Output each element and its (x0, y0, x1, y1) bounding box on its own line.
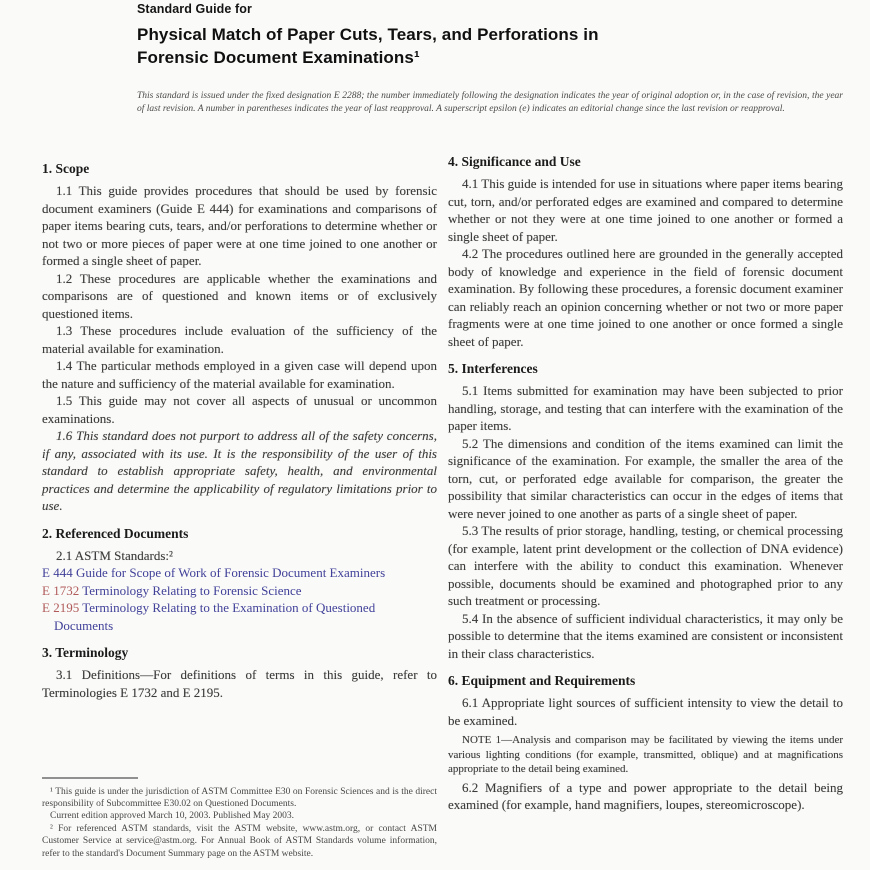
title-block (137, 2, 843, 116)
paragraph: 4.1 This guide is intended for use in situations where paper items bearing cut, torn, and/or perforated edges are examined and compared to determine whether or not they were at one time joined to one another or formed a single sheet of paper. (448, 176, 843, 244)
section-heading: 6. Equipment and Requirements (448, 673, 636, 688)
section-heading: 2. Referenced Documents (42, 525, 189, 541)
standard-link-title[interactable]: Terminology Relating to the Examination of Questioned Documents (54, 600, 376, 633)
paragraph: 5.2 The dimensions and condition of the items examined can limit the significance of the examination. For example, the smaller the area of the torn, cut, or perforated edge available for comparison, the greater the possibility that similar characteristics can occur in the edges of items that were never joined to one another as parts of a single sheet of paper. (448, 435, 843, 521)
paragraph: 1.4 The particular methods employed in a given case will depend upon the nature and sufficiency of the material available for examination. (42, 358, 437, 391)
issuance-note: This standard is issued under the fixed designation E 2288; the number immediately following the designation indicates the year of original adoption or, in the case of revision, the year of last revision. A number in parentheses indicates the year of last reapproval. A superscript epsilon (e) indicates an editorial change since the last revision or reapproval. (137, 91, 843, 114)
section (448, 360, 843, 662)
section (448, 153, 843, 350)
standard-link[interactable] (42, 599, 437, 634)
paragraph: 6.1 Appropriate light sources of sufficient intensity to view the detail to be examined. (448, 695, 843, 728)
paragraph: 5.1 Items submitted for examination may have been subjected to prior handling, storage, and testing that can interfere with the examination of the paper items. (448, 383, 843, 433)
footnote-edition: Current edition approved March 10, 2003. Published May 2003. (50, 811, 295, 822)
paragraph: 1.3 These procedures include evaluation of the sufficiency of the material available for examination. (42, 323, 437, 356)
paragraph: 2.1 ASTM Standards:² (56, 547, 173, 563)
left-column (42, 150, 437, 870)
standard-link-title[interactable]: Guide for Scope of Work of Forensic Document Examiners (72, 565, 386, 580)
standard-link[interactable] (42, 564, 437, 582)
paragraph: 4.2 The procedures outlined here are grounded in the generally accepted body of knowledge and experience in the field of forensic document examination. By following these procedures, a forensic document examiner can reliably reach an opinion concerning whether or not two or more paper fragments were at one time joined to one another or once formed a single sheet of paper. (448, 246, 843, 349)
paragraph: 3.1 Definitions—For definitions of terms in this guide, refer to Terminologies E 1732 and E 2195. (42, 667, 437, 700)
paragraph: 1.1 This guide provides procedures that should be used by forensic document examiners (Guide E 444) for examinations and comparisons of paper items bearing cuts, tears, and/or perforations to determine whether or not two or more pieces of paper were at one time joined to one another or formed a single sheet of paper. (42, 183, 437, 268)
paragraph: 5.3 The results of prior storage, handling, testing, or chemical processing (for example, latent print development or the collection of DNA evidence) can interfere with the ability to conduct this examination. Whenever possible, documents should be examined and photographed prior to any such treatment or processing. (448, 523, 843, 608)
footnotes-block (42, 777, 437, 860)
paragraph: 1.5 This guide may not cover all aspects of unusual or uncommon examinations. (42, 393, 437, 426)
doc-title-line2: Forensic Document Examinations¹ (137, 48, 420, 67)
section-heading: 4. Significance and Use (448, 154, 581, 169)
doc-title-line1: Physical Match of Paper Cuts, Tears, and Perforations in (137, 25, 599, 44)
footnote-rule (42, 777, 138, 779)
section (42, 525, 437, 635)
paragraph: 1.2 These procedures are applicable whether the examinations and comparisons are of questioned and known items or of exclusively questioned items. (42, 270, 437, 321)
note-paragraph: NOTE 1—Analysis and comparison may be facilitated by viewing the items under various lighting conditions (for example, transmitted, oblique) and at magnifications appropriate to the detail being examined. (448, 734, 843, 775)
standard-designation[interactable]: E 1732 (42, 582, 80, 598)
standard-designation[interactable]: E 2195 (42, 600, 80, 615)
referenced-standards-list (42, 564, 437, 634)
footnote-jurisdiction: ¹ This guide is under the jurisdiction of ASTM Committee E30 on Forensic Sciences and is the direct responsibility of Subcommittee E30.02 on Questioned Documents. (42, 786, 437, 809)
standard-link[interactable] (42, 582, 437, 600)
standard-link-title[interactable]: Terminology Relating to Forensic Science (79, 582, 302, 598)
section-heading: 5. Interferences (448, 361, 538, 376)
standard-designation[interactable]: E 444 (42, 565, 73, 580)
paragraph: 1.6 This standard does not purport to address all of the safety concerns, if any, associated with its use. It is the responsibility of the user of this standard to establish appropriate safety, health, and environmental practices and determine the applicability of regulatory limitations prior to use. (42, 428, 437, 513)
footnote-referenced: ² For referenced ASTM standards, visit the ASTM website, www.astm.org, or contact ASTM Customer Service at service@astm.org. For Annual Book of ASTM Standards volume information, refer to the standard's Document Summary page on the ASTM website. (42, 823, 437, 859)
section-heading: 1. Scope (42, 161, 90, 176)
doc-type-label: Standard Guide for (137, 2, 253, 16)
section (42, 644, 437, 701)
doc-title (137, 23, 843, 69)
section (448, 672, 843, 814)
right-column (448, 150, 843, 870)
paragraph: 5.4 In the absence of sufficient individual characteristics, it may only be possible to determine that the items examined are consistent or inconsistent in their class characteristics. (448, 610, 843, 661)
paragraph: 6.2 Magnifiers of a type and power appropriate to the detail being examined (for example, hand magnifiers, loupes, stereomicroscope). (448, 779, 843, 812)
section-heading: 3. Terminology (42, 645, 129, 660)
section (42, 160, 437, 515)
